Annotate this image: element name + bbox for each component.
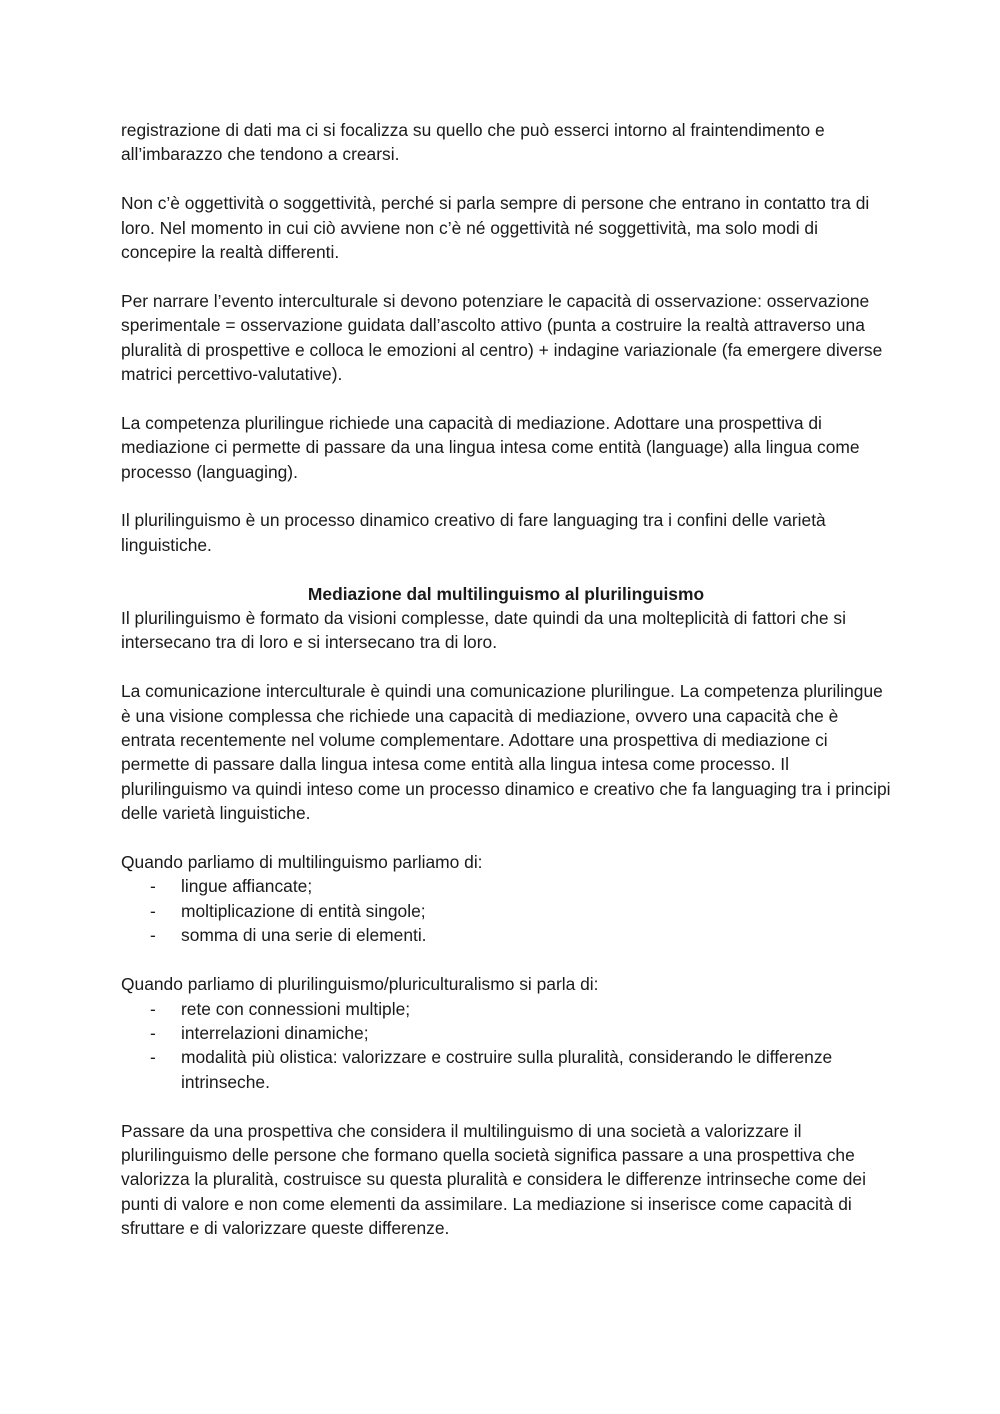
paragraph-plurilingual-competence: La competenza plurilingue richiede una capacità di mediazione. Adottare una prospettiva di mediazione ci permette di passare da una lingua intesa come entità (language) alla lingua come processo (languaging).: [121, 412, 860, 482]
list-item-text: moltiplicazione di entità singole;: [181, 900, 426, 921]
list-intro-multilingualism: Quando parliamo di multilinguismo parliamo di:: [121, 852, 483, 873]
list-item: [121, 899, 891, 923]
list-item: [121, 1021, 891, 1045]
paragraph-plurilingualism-definition: Il plurilinguismo è un processo dinamico creativo di fare languaging tra i confini delle varietà linguistiche.: [121, 510, 826, 555]
paragraph-intercultural-communication: La comunicazione interculturale è quindi una comunicazione plurilingue. La competenza plurilingue è una visione complessa che richiede una capacità di mediazione, ovvero una capacità che è entrata recentemente nel volume complementare. Adottare una prospettiva di mediazione ci permette di passare dalla lingua intesa come entità alla lingua intesa come processo. Il plurilinguismo va quindi inteso come un processo dinamico e creativo che fa languaging tra i principi delle varietà linguistiche.: [121, 681, 891, 824]
list-item-text: rete con connessioni multiple;: [181, 998, 411, 1019]
paragraph-complex-visions: Il plurilinguismo è formato da visioni complesse, date quindi da una molteplicità di fattori che si intersecano tra di loro e si intersecano tra di loro.: [121, 608, 846, 653]
list-item: [121, 874, 891, 898]
paragraph-intro-continuation: registrazione di dati ma ci si focalizza su quello che può esserci intorno al fraintendimento e all’imbarazzo che tendono a crearsi.: [121, 120, 825, 165]
paragraph-observation: Per narrare l’evento interculturale si devono potenziare le capacità di osservazione: osservazione sperimentale = osservazione guidata dall’ascolto attivo (punta a costruire la realtà attraverso una pluralità di prospettive e colloca le emozioni al centro) + indagine variazionale (fa emergere diverse matrici percettivo-valutative).: [121, 290, 883, 385]
list-intro-plurilingualism: Quando parliamo di plurilinguismo/pluriculturalismo si parla di:: [121, 974, 599, 995]
dash-bullet: -: [150, 998, 156, 1019]
list-plurilingualism: [121, 997, 891, 1095]
dash-bullet: -: [150, 925, 156, 946]
list-multilingualism: [121, 874, 891, 947]
list-item: [121, 997, 891, 1021]
dash-bullet: -: [150, 1022, 156, 1043]
dash-bullet: -: [150, 900, 156, 921]
list-item: [121, 923, 891, 947]
list-item-text: lingue affiancate;: [181, 876, 313, 897]
paragraph-conclusion: Passare da una prospettiva che considera il multilinguismo di una società a valorizzare il plurilinguismo delle persone che formano quella società significa passare a una prospettiva che valorizza la pluralità, costruisce su questa pluralità e considera le differenze intrinseche come dei punti di valore e non come elementi da assimilare. La mediazione si inserisce come capacità di sfruttare e di valorizzare queste differenze.: [121, 1120, 866, 1239]
dash-bullet: -: [150, 1047, 156, 1068]
paragraph-objectivity: Non c’è oggettività o soggettività, perché si parla sempre di persone che entrano in contatto tra di loro. Nel momento in cui ciò avviene non c’è né oggettività né soggettività, ma solo modi di concepire la realtà differenti.: [121, 193, 870, 263]
section-heading: Mediazione dal multilinguismo al plurilinguismo: [307, 583, 705, 604]
document-page: [121, 118, 891, 1265]
list-item-text: modalità più olistica: valorizzare e costruire sulla pluralità, considerando le differenze intrinseche.: [181, 1047, 833, 1092]
list-item-text: somma di una serie di elementi.: [181, 925, 427, 946]
dash-bullet: -: [150, 876, 156, 897]
list-item-text: interrelazioni dinamiche;: [181, 1022, 369, 1043]
list-item: [121, 1045, 891, 1094]
